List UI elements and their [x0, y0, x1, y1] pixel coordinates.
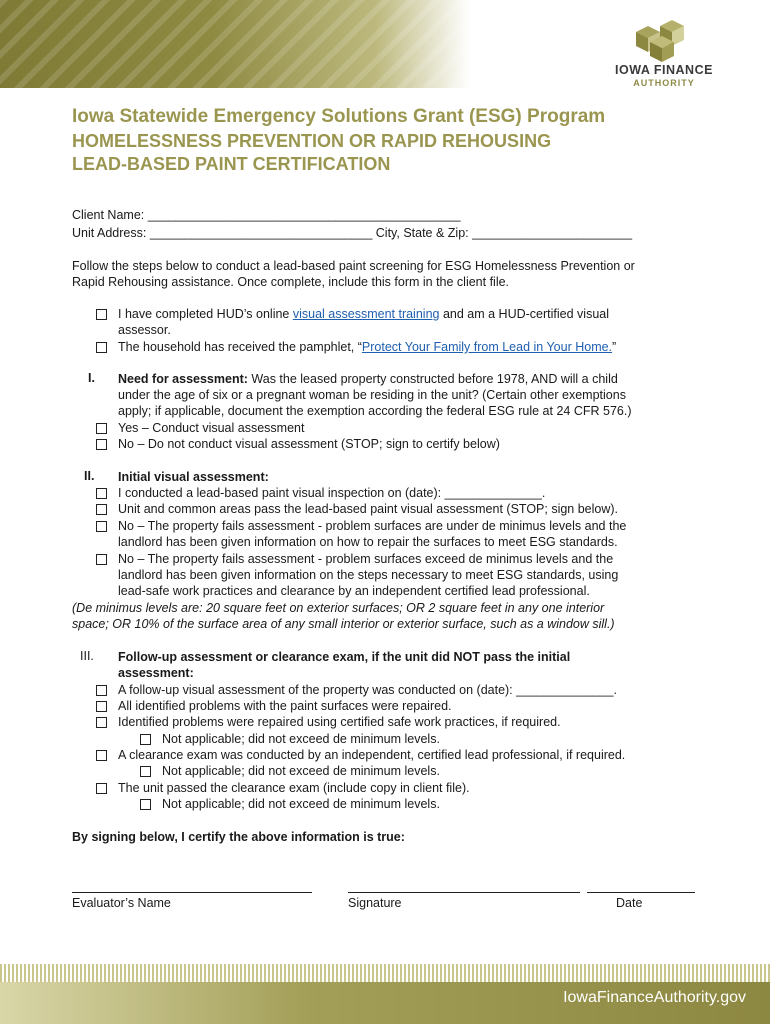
footer-website[interactable]: IowaFinanceAuthority.gov	[563, 989, 746, 1006]
section-3-heading-1: Follow-up assessment or clearance exam, if the unit did NOT pass the initial	[118, 650, 571, 664]
pamphlet-statement	[118, 339, 616, 355]
visual-assessment-training-link[interactable]: visual assessment training	[292, 307, 440, 321]
training-statement	[118, 306, 609, 322]
pamphlet-checkbox[interactable]	[96, 342, 107, 353]
assessment-no-checkbox[interactable]	[96, 439, 107, 450]
section-2-numeral: II.	[84, 469, 95, 483]
client-name-row	[72, 207, 461, 223]
assessment-yes-label: Yes – Conduct visual assessment	[118, 421, 305, 435]
training-text-end: and am a HUD-certified visual	[442, 307, 610, 321]
evaluator-name-label: Evaluator’s Name	[72, 896, 171, 910]
city-state-zip-label: City, State & Zip:	[375, 226, 469, 240]
safe-practices-checkbox[interactable]	[96, 717, 107, 728]
logo-name: IOWA FINANCE	[615, 63, 713, 77]
problems-repaired-label: All identified problems with the paint surfaces were repaired.	[118, 699, 452, 713]
pamphlet-text-end: ”	[612, 340, 617, 354]
unit-address-label: Unit Address:	[72, 226, 147, 240]
fails-under-minimus-label-2: landlord has been given information on how to repair the surfaces to meet ESG standards.	[118, 535, 618, 549]
training-statement-cont: assessor.	[118, 323, 171, 337]
logo-subname: AUTHORITY	[633, 78, 695, 88]
signature-label: Signature	[348, 896, 402, 910]
fails-exceed-minimus-label-1: No – The property fails assessment - problem surfaces exceed de minimus levels and the	[118, 552, 614, 566]
iowa-finance-authority-logo-icon	[630, 18, 692, 62]
fails-under-minimus-label-1: No – The property fails assessment - problem surfaces are under de minimus levels and the	[118, 519, 627, 533]
section-3-heading-2: assessment:	[118, 666, 194, 680]
section-1-numeral: I.	[88, 371, 95, 385]
pamphlet-text: The household has received the pamphlet, “	[118, 340, 362, 354]
fails-exceed-minimus-label-3: lead-safe work practices and clearance by an independent certified lead professional.	[118, 584, 590, 598]
de-minimus-note-2: space; OR 10% of the surface area of any small interior or exterior surface, such as a window sill.)	[72, 617, 615, 631]
inspection-date-label: I conducted a lead-based paint visual inspection on (date): ______________.	[118, 486, 546, 500]
problems-repaired-checkbox[interactable]	[96, 701, 107, 712]
section-1-question: Was the leased property constructed before 1978, AND will a child	[251, 372, 618, 386]
signature-field[interactable]	[348, 892, 580, 893]
de-minimus-note-1: (De minimus levels are: 20 square feet on exterior surfaces; OR 2 square feet in any one interior	[72, 601, 605, 615]
clearance-passed-na-checkbox[interactable]	[140, 799, 151, 810]
training-checkbox[interactable]	[96, 309, 107, 320]
section-1-heading: Need for assessment:	[118, 372, 248, 386]
training-text: I have completed HUD’s online	[118, 307, 290, 321]
footer-stripes	[0, 964, 770, 982]
section-1-text-3: apply; if applicable, document the exemption according the federal ESG rule at 24 CFR 576.)	[118, 404, 632, 418]
inspection-date-checkbox[interactable]	[96, 488, 107, 499]
client-name-field[interactable]: _____________________________________________	[147, 208, 461, 222]
assessment-no-label: No – Do not conduct visual assessment (STOP; sign to certify below)	[118, 437, 500, 451]
fails-under-minimus-checkbox[interactable]	[96, 521, 107, 532]
form-title-line1: HOMELESSNESS PREVENTION OR RAPID REHOUSING	[72, 131, 552, 151]
safe-practices-label: Identified problems were repaired using certified safe work practices, if required.	[118, 715, 561, 729]
fails-exceed-minimus-label-2: landlord has been given information on the steps necessary to meet ESG standards, using	[118, 568, 619, 582]
protect-your-family-link[interactable]: Protect Your Family from Lead in Your Home.	[361, 340, 613, 354]
top-banner	[0, 0, 470, 88]
section-2-heading: Initial visual assessment:	[118, 470, 269, 484]
date-field[interactable]	[587, 892, 695, 893]
city-state-zip-field[interactable]: _______________________	[472, 226, 633, 240]
passes-assessment-checkbox[interactable]	[96, 504, 107, 515]
intro-line-2: Rapid Rehousing assistance. Once complete, include this form in the client file.	[72, 275, 510, 289]
section-1-text-1	[118, 371, 618, 387]
section-1-text-2: under the age of six or a pregnant woman be residing in the unit? (Certain other exemptions	[118, 388, 626, 402]
clearance-exam-checkbox[interactable]	[96, 750, 107, 761]
followup-date-label: A follow-up visual assessment of the property was conducted on (date): ______________.	[118, 683, 617, 697]
fails-exceed-minimus-checkbox[interactable]	[96, 554, 107, 565]
form-title-line2: LEAD-BASED PAINT CERTIFICATION	[72, 154, 391, 174]
clearance-exam-na-label: Not applicable; did not exceed de minimum levels.	[162, 764, 440, 778]
date-label: Date	[616, 896, 643, 910]
assessment-yes-checkbox[interactable]	[96, 423, 107, 434]
certify-statement: By signing below, I certify the above information is true:	[72, 830, 405, 844]
followup-date-checkbox[interactable]	[96, 685, 107, 696]
clearance-exam-na-checkbox[interactable]	[140, 766, 151, 777]
section-3-numeral: III.	[80, 649, 94, 663]
clearance-passed-checkbox[interactable]	[96, 783, 107, 794]
passes-assessment-label: Unit and common areas pass the lead-based paint visual assessment (STOP; sign below).	[118, 502, 619, 516]
safe-practices-na-checkbox[interactable]	[140, 734, 151, 745]
program-title: Iowa Statewide Emergency Solutions Grant (ESG) Program	[72, 106, 606, 127]
unit-address-field[interactable]: ________________________________	[149, 226, 373, 240]
safe-practices-na-label: Not applicable; did not exceed de minimum levels.	[162, 732, 440, 746]
clearance-exam-label: A clearance exam was conducted by an independent, certified lead professional, if required.	[118, 748, 626, 762]
clearance-passed-label: The unit passed the clearance exam (include copy in client file).	[118, 781, 470, 795]
intro-line-1: Follow the steps below to conduct a lead-based paint screening for ESG Homelessness Prevention or	[72, 259, 635, 273]
clearance-passed-na-label: Not applicable; did not exceed de minimum levels.	[162, 797, 440, 811]
unit-address-row	[72, 225, 632, 241]
client-name-label: Client Name:	[72, 208, 145, 222]
evaluator-name-field[interactable]	[72, 892, 312, 893]
